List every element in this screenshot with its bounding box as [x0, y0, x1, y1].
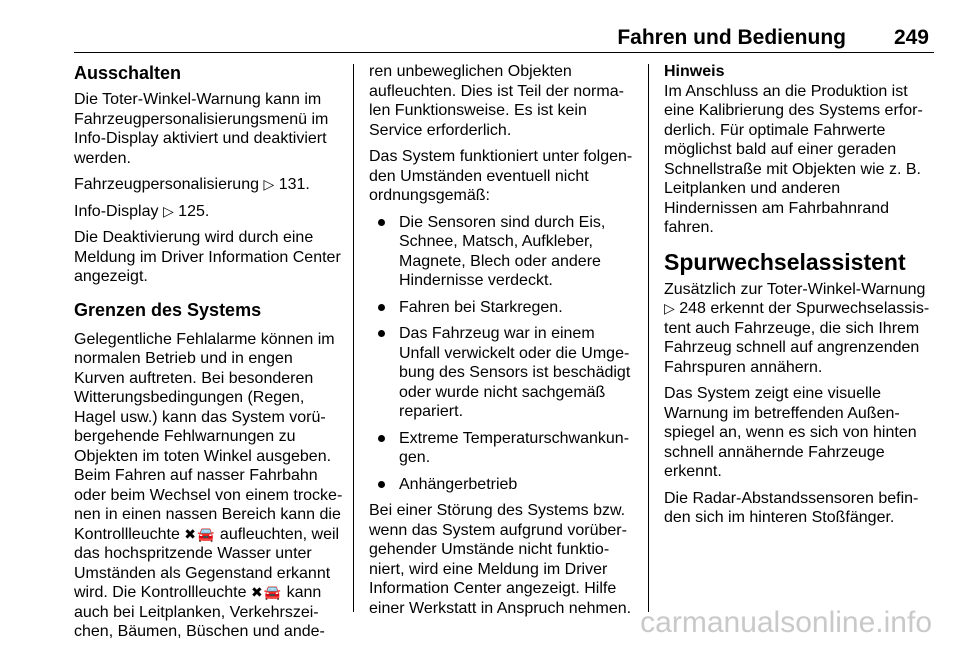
- note-title: Hinweis: [664, 63, 725, 80]
- paragraph: Bei einer Störung des Systems bzw. wenn das System aufgrund vorüber- gehender Umstände nicht funktio- niert, wird eine Meldung im Driver Information Center angezeigt. Hilfe einer Werkstatt in Anspruch nehmen.: [369, 502, 632, 617]
- paragraph: Die Toter-Winkel-Warnung kann im Fahrzeugpersonalisierungsmenü im Info-Display aktiviert und deaktiviert werden.: [74, 91, 329, 167]
- list-item: Anhängerbetrieb: [369, 475, 637, 495]
- paragraph-limits: Gelegentliche Fehlalarme können im normalen Betrieb und in engen Kurven auftreten. Bei besonderen Witterungsbedingungen (Regen, Hagel usw.) kann das System vorü- bergehende Fehlwarnungen zu Objekten im toten Winkel ausgeben. Beim Fahren auf nasser Fahrbahn oder beim Wechsel von einem trocke- nen in einen nassen Bereich kann die Kontrollleuchte ✖🚘 aufleuchten, weil das hochspritzende Wasser unter Umständen als Gegenstand erkannt wird. Die Kontrollleuchte ✖🚘 kann auch bei Leitplanken, Verkehrszei- chen, Bäumen, Büschen und ande-: [74, 330, 343, 640]
- paragraph: ren unbeweglichen Objekten aufleuchten. Dies ist Teil der norma- len Funktionsweise. Es ist kein Service erforderlich.: [369, 63, 624, 139]
- paragraph: Das System zeigt eine visuelle Warnung im betreffenden Außen- spiegel an, wenn es sich von hinten schnell annähernde Fahrzeuge erkennt.: [664, 385, 917, 480]
- reference-arrow-icon: ▷: [162, 202, 174, 219]
- note-text: Im Anschluss an die Produktion ist eine Kalibrierung des Systems erfor- derlich. Für optimale Fahrwerte möglichst bald auf einer geraden Schnellstraße mit Objekten wie z. B. Leitplanken und anderen Hindernissen am Fahrbahnrand fahren.: [664, 82, 923, 236]
- paragraph-reference: Info-Display ▷ 125.: [74, 202, 210, 220]
- blind-spot-warning-icon: ✖🚘: [184, 525, 216, 542]
- heading-grenzen: Grenzen des Systems: [74, 299, 262, 320]
- list-item: Das Fahrzeug war in einem Unfall verwickelt oder die Umge- bung des Sensors ist beschädigt oder wurde nicht sachgemäß repariert.: [369, 324, 637, 422]
- watermark: carmanualsonline.info: [640, 606, 932, 639]
- list-item: Fahren bei Starkregen.: [369, 298, 637, 318]
- bullet-list: [369, 213, 637, 495]
- page-number: 249: [893, 26, 929, 49]
- column-divider-1: [353, 64, 354, 612]
- column-2: [369, 62, 637, 625]
- blind-spot-warning-icon: ✖🚘: [250, 584, 283, 600]
- page-header: [74, 26, 934, 53]
- heading-spurwechselassistent: Spurwechselassistent: [664, 248, 906, 275]
- column-3: [664, 62, 936, 535]
- reference-arrow-icon: ▷: [664, 300, 675, 316]
- paragraph: Die Deaktivierung wird durch eine Meldung im Driver Information Center angezeigt.: [74, 229, 341, 285]
- column-divider-2: [648, 64, 649, 612]
- paragraph-reference: Fahrzeugpersonalisierung ▷ 131.: [74, 176, 310, 193]
- chapter-title: Fahren und Bedienung: [617, 26, 846, 49]
- paragraph: Die Radar-Abstandssensoren befin- den sich im hinteren Stoßfänger.: [664, 489, 919, 526]
- list-item: Die Sensoren sind durch Eis, Schnee, Matsch, Aufkleber, Magnete, Blech oder andere Hindernisse verdeckt.: [369, 213, 637, 291]
- column-1: [74, 62, 346, 649]
- reference-arrow-icon: ▷: [263, 176, 275, 192]
- paragraph: Das System funktioniert unter folgen- den Umständen eventuell nicht ordnungsgemäß:: [369, 148, 633, 204]
- heading-ausschalten: Ausschalten: [74, 63, 182, 83]
- list-item: Extreme Temperaturschwankun- gen.: [369, 429, 637, 468]
- paragraph-reference: Zusätzlich zur Toter-Winkel-Warnung ▷ 248 erkennt der Spurwechselassis- tent auch Fahrzeuge, die sich Ihrem Fahrzeug schnell auf angrenzenden Fahrspuren annähern.: [664, 280, 930, 376]
